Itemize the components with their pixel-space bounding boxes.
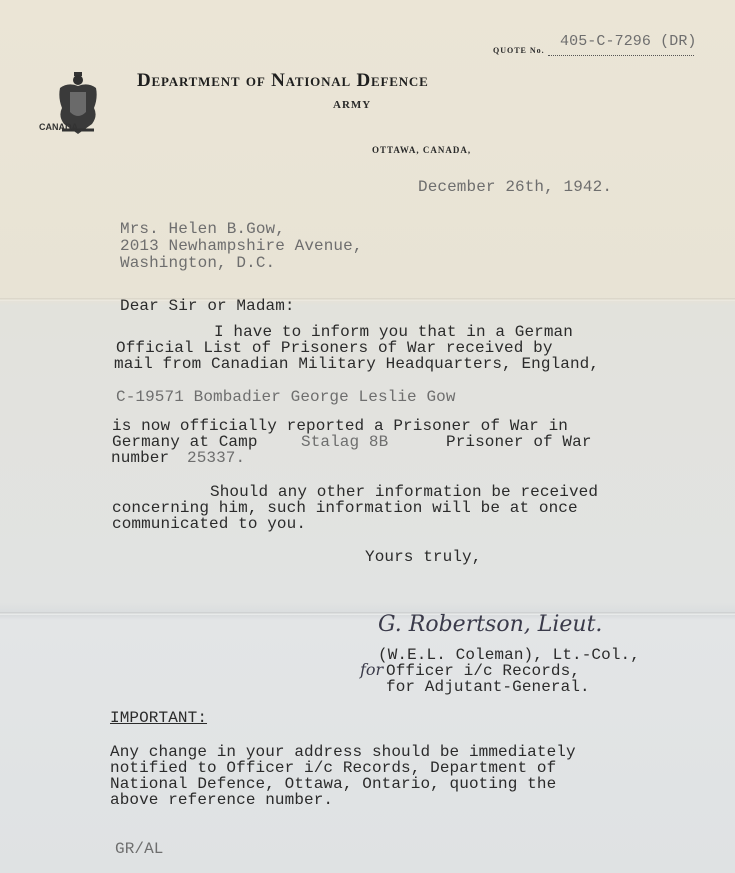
important-heading: IMPORTANT: <box>110 709 208 727</box>
canada-crest-icon <box>33 50 85 120</box>
body-line: number <box>111 449 170 467</box>
address-line: 2013 Newhampshire Avenue, <box>120 237 363 255</box>
signatory-title: for Adjutant-General. <box>386 678 590 696</box>
address-line: Mrs. Helen B.Gow, <box>120 220 285 238</box>
body-line: Germany at Camp <box>112 433 258 451</box>
body-line: I have to inform you that in a German <box>214 323 573 341</box>
body-line: Official List of Prisoners of War received by <box>116 339 553 357</box>
branch-label: ARMY <box>333 99 372 111</box>
crest-label: CANADA <box>39 122 78 132</box>
body-line: is now officially reported a Prisoner of War in <box>112 417 568 435</box>
soldier-identification: C-19571 Bombadier George Leslie Gow <box>116 388 456 406</box>
body-line: mail from Canadian Military Headquarters, England, <box>114 355 600 373</box>
closing: Yours truly, <box>365 548 482 566</box>
notice-line: above reference number. <box>110 791 334 809</box>
body-line: communicated to you. <box>112 515 307 533</box>
salutation: Dear Sir or Madam: <box>120 297 295 315</box>
quote-number: 405-C-7296 (DR) <box>560 33 697 50</box>
camp-name: Stalag 8B <box>301 433 389 451</box>
address-line: Washington, D.C. <box>120 254 276 272</box>
department-heading: Department of National Defence <box>137 70 429 91</box>
location-label: OTTAWA, CANADA, <box>372 145 472 155</box>
typist-initials: GR/AL <box>115 840 164 858</box>
handwritten-signature: G. Robertson, Lieut. <box>378 612 603 637</box>
notice-line: Any change in your address should be immediately <box>110 743 576 761</box>
letter-date: December 26th, 1942. <box>418 178 613 196</box>
body-line: Prisoner of War <box>446 433 592 451</box>
paper-fold <box>0 298 735 301</box>
paper-fold <box>0 612 735 615</box>
quote-label: QUOTE No. <box>493 46 545 55</box>
body-line: Should any other information be received <box>210 483 599 501</box>
signatory-title: Officer i/c Records, <box>386 662 581 680</box>
handwritten-for: for <box>360 660 384 679</box>
pow-number: 25337. <box>187 449 246 467</box>
signatory-name: (W.E.L. Coleman), Lt.-Col., <box>378 646 640 664</box>
body-line: concerning him, such information will be at once <box>112 499 578 517</box>
notice-line: notified to Officer i/c Records, Department of <box>110 759 557 777</box>
quote-dotted-line <box>548 55 694 56</box>
notice-line: National Defence, Ottawa, Ontario, quoting the <box>110 775 557 793</box>
